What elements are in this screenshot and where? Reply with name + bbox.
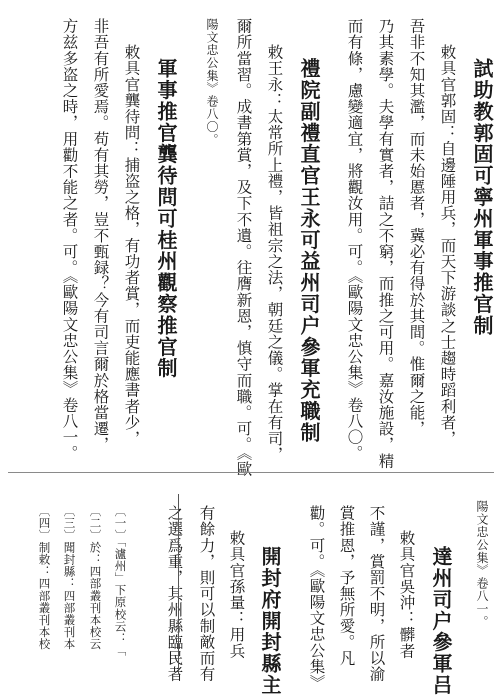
source-citation: 陽文忠公集》卷八〇。: [205, 18, 219, 146]
edict-line: 敕王永：太常所上禮，皆祖宗之法，朝廷之儀。掌在有司，: [265, 44, 284, 463]
heading-kaifeng-edict: 開封府開封縣主: [258, 546, 282, 696]
page-divider: [8, 472, 494, 473]
edict-line: 賞推恩，予無所愛。凡: [337, 505, 356, 666]
footnote: 〔三〕聞封縣：四部叢刊本: [62, 505, 77, 651]
source-citation: 陽文忠公集》卷八一。: [475, 500, 489, 628]
edict-line: 非吾有所愛焉。苟有其勞，豈不甄録？今有司言爾於格當遷，: [91, 18, 110, 453]
edict-line: 不謹，賞罰不明，所以渝: [367, 505, 386, 683]
edict-line: 方兹多盗之時，用勸不能之者。可。《歐陽文忠公集》卷八一。: [60, 18, 79, 462]
edict-line: 而有條，慮變適宜，將觀汝用。可。《歐陽文忠公集》卷八〇。: [345, 18, 364, 462]
edict-line: 之選爲重，其州縣臨民者: [165, 505, 184, 683]
edict-line: 敕具官吳沖：髒者: [397, 530, 416, 659]
heading-wang-yong-edict: 禮院副禮直官王永可益州司户參軍充職制: [297, 58, 321, 444]
edict-line: 勸。可。《歐陽文忠公集》: [307, 505, 326, 691]
footnote: 〔一〕「瀘州」下原校云：「: [113, 505, 128, 657]
footnote: 〔二〕於：四部叢刊本校云: [88, 505, 103, 651]
edict-line: 有餘力，則可以制敵而有: [197, 505, 216, 683]
edict-line: 敕具官龔待問：捕盗之格，有功者賞，而吏能應書者少，: [122, 44, 141, 447]
edict-line: 爾所當習。成書第賞，及下不遺。往膺新恩，慎守而職。可。《歐: [234, 18, 253, 478]
edict-line: 吾非不知其濫，而未始慝者，冀必有得於其間。惟爾之能，: [407, 18, 426, 437]
edict-line: 敕具官郭固：自邊陲用兵，而天下游談之士趨時蹈利者，: [438, 44, 457, 447]
footnote-rule: [178, 494, 179, 674]
edict-line: 敕具官孫量：用兵: [227, 530, 246, 659]
heading-gong-dai-wen-edict: 軍事推官龔待問可桂州觀察推官制: [154, 58, 178, 379]
edict-line: 乃其素學。夫學有實者，詰之不窮，而推之可用。嘉汝施設，精: [376, 18, 395, 469]
footnote: 〔四〕制敕：四部叢刊本校: [37, 505, 52, 651]
heading-dazhou-edict: 達州司户參軍吕: [429, 546, 453, 696]
heading-guo-gu-edict: 試助教郭固可寧州軍事推官制: [470, 58, 494, 337]
